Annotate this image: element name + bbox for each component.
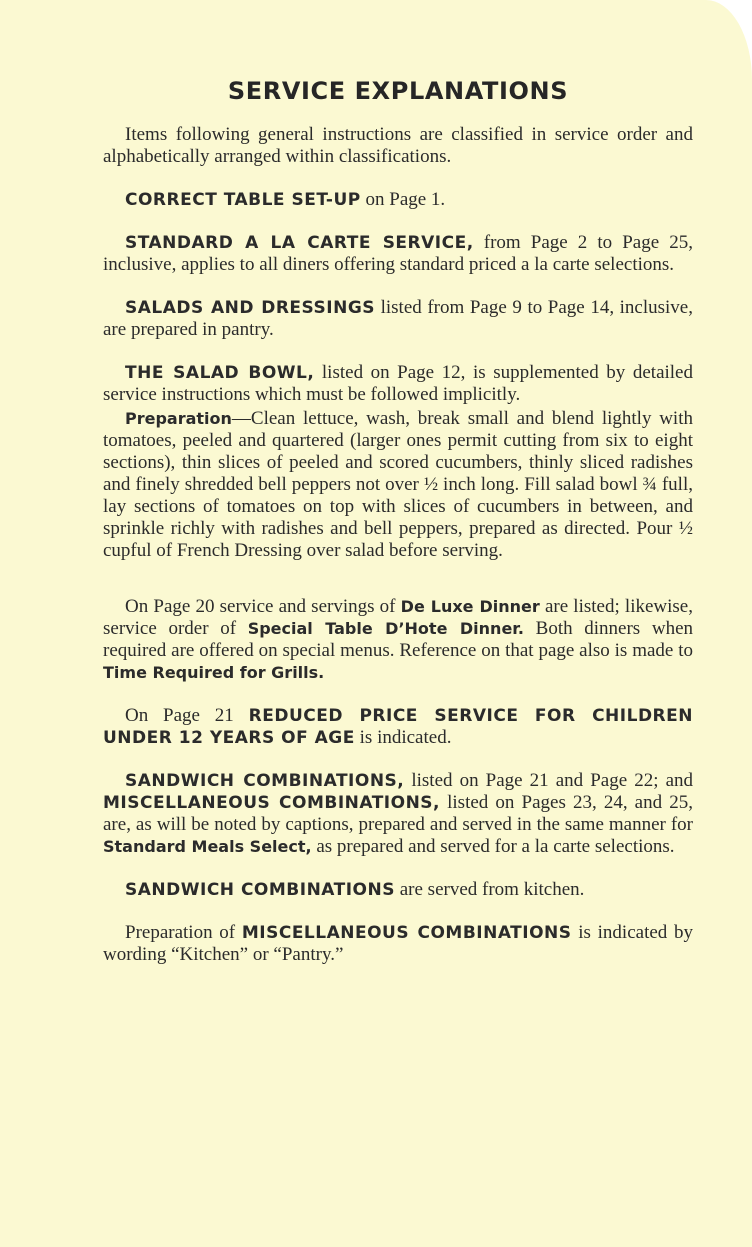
page-title: SERVICE EXPLANATIONS xyxy=(227,77,569,105)
keyword: Time Required for Grills. xyxy=(103,663,325,682)
keyword: Special Table D’Hote Dinner. xyxy=(247,619,524,638)
keyword: REDUCED PRICE SERVICE FOR CHILDREN UNDER 12 YEARS OF AGE xyxy=(103,706,693,748)
paragraph-children: On Page 21 REDUCED PRICE SERVICE FOR CHILDREN UNDER 12 YEARS OF AGE is indicated. xyxy=(103,705,693,748)
keyword: MISCELLANEOUS COMBINATIONS xyxy=(241,923,572,943)
keyword: THE SALAD BOWL, xyxy=(125,363,315,383)
text-column xyxy=(103,77,694,966)
paragraph-preparation: Preparation—Clean lettuce, wash, break small and blend lightly with tomatoes, peeled and quartered (larger ones permit cutting from six to eight sections), thin slices of peeled and scored cucumbers, thinly sliced radishes and finely shredded bell peppers not over ½ inch long. Fill salad bowl ¾ full, lay sections of tomatoes on top with slices of cucumbers in between, and sprinkle richly with radishes and bell peppers, prepared as directed. Pour ½ cupful of French Dressing over salad before serving. xyxy=(103,408,693,561)
keyword: SALADS AND DRESSINGS xyxy=(125,298,376,318)
paragraph-misc-preparation: Preparation of MISCELLANEOUS COMBINATIONS is indicated by wording “Kitchen” or “Pantry.” xyxy=(103,922,694,965)
paragraph-combinations: SANDWICH COMBINATIONS, listed on Page 21 and Page 22; and MISCELLANEOUS COMBINATIONS, listed on Pages 23, 24, and 25, are, as will be noted by captions, prepared and served in the same manner for Standard Meals Select, as prepared and served for a la carte selections. xyxy=(103,770,693,857)
paragraph-intro: Items following general instructions are classified in service order and alphabetically arranged within classifications. xyxy=(103,124,693,167)
keyword: STANDARD A LA CARTE SERVICE, xyxy=(125,233,474,253)
keyword: De Luxe Dinner xyxy=(400,597,540,616)
keyword: CORRECT TABLE SET-UP xyxy=(125,190,361,210)
paragraph-table-setup: CORRECT TABLE SET-UP on Page 1. xyxy=(125,189,446,210)
paragraph-sandwich-kitchen: SANDWICH COMBINATIONS are served from kitchen. xyxy=(125,879,585,900)
keyword: Preparation xyxy=(125,409,232,428)
keyword: Standard Meals Select, xyxy=(103,837,312,856)
paragraph-salad-bowl: THE SALAD BOWL, listed on Page 12, is supplemented by detailed service instructions which must be followed implicitly. xyxy=(103,362,693,405)
keyword: SANDWICH COMBINATIONS, xyxy=(125,771,405,791)
paragraph-salads: SALADS AND DRESSINGS listed from Page 9 to Page 14, inclusive, are prepared in pantry. xyxy=(103,297,693,340)
keyword: SANDWICH COMBINATIONS xyxy=(125,880,395,900)
paragraph-dinners: On Page 20 service and servings of De Luxe Dinner are listed; likewise, service order of Special Table D’Hote Dinner. Both dinners when required are offered on special menus. Reference on that page also is made to Time Required for Grills. xyxy=(103,596,693,682)
paragraph-a-la-carte: STANDARD A LA CARTE SERVICE, from Page 2 to Page 25, inclusive, applies to all diners offering standard priced a la carte selections. xyxy=(103,232,693,275)
keyword: MISCELLANEOUS COMBINATIONS, xyxy=(103,793,441,813)
